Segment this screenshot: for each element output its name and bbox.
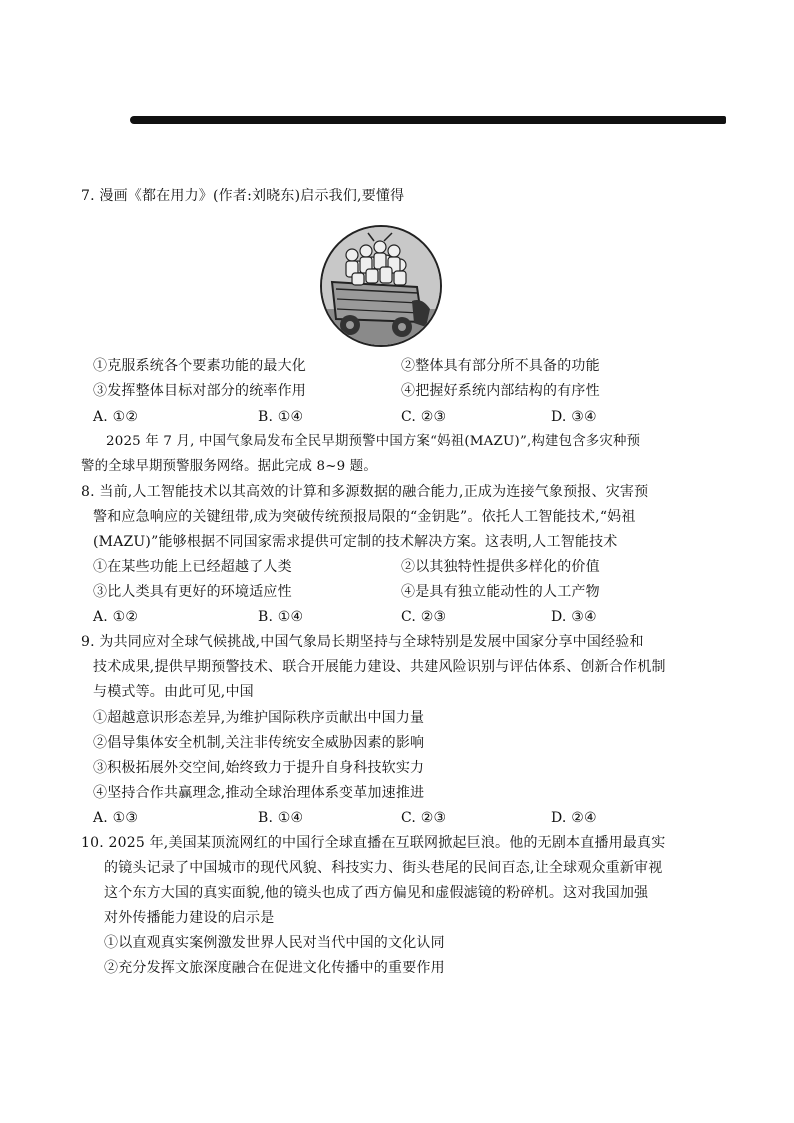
q7-option-2: ②整体具有部分所不具备的功能 bbox=[401, 358, 600, 374]
q7-choice-b: B. ①④ bbox=[258, 409, 304, 425]
q10-option-2: ②充分发挥文旅深度融合在促进文化传播中的重要作用 bbox=[104, 960, 445, 976]
q9-stem-line-3: 与模式等。由此可见,中国 bbox=[93, 684, 254, 700]
q9-option-1: ①超越意识形态差异,为维护国际秩序贡献出中国力量 bbox=[93, 710, 425, 726]
header-rule bbox=[130, 116, 726, 124]
material-line-1: 2025 年 7 月, 中国气象局发布全民早期预警中国方案“妈祖(MAZU)”,构建包含多灾种预 bbox=[106, 434, 641, 449]
q10-stem-line-4: 对外传播能力建设的启示是 bbox=[104, 910, 275, 926]
q8-option-4: ④是具有独立能动性的人工产物 bbox=[401, 584, 600, 600]
q9-option-2: ②倡导集体安全机制,关注非传统安全威胁因素的影响 bbox=[93, 735, 425, 751]
material-line-2: 警的全球早期预警服务网络。据此完成 8~9 题。 bbox=[81, 459, 377, 474]
q9-choice-a: A. ①③ bbox=[93, 810, 139, 826]
q9-option-4: ④坚持合作共赢理念,推动全球治理体系变革加速推进 bbox=[93, 785, 425, 801]
q7-choice-c: C. ②③ bbox=[401, 409, 447, 425]
q8-stem-line-1: 8. 当前,人工智能技术以其高效的计算和多源数据的融合能力,正成为连接气象预报、灾害预 bbox=[81, 484, 649, 500]
q9-choice-c: C. ②③ bbox=[401, 810, 447, 826]
q9-stem-line-1: 9. 为共同应对全球气候挑战,中国气象局长期坚持与全球特别是发展中国家分享中国经验和 bbox=[81, 634, 644, 650]
q8-stem-line-2: 警和应急响应的关键纽带,成为突破传统预报局限的“金钥匙”。依托人工智能技术,“妈祖 bbox=[93, 509, 636, 525]
q7-option-4: ④把握好系统内部结构的有序性 bbox=[401, 383, 600, 399]
q9-stem-line-2: 技术成果,提供早期预警技术、联合开展能力建设、共建风险识别与评估体系、创新合作机制 bbox=[93, 659, 666, 675]
q7-option-1: ①克服系统各个要素功能的最大化 bbox=[93, 358, 306, 374]
q8-option-2: ②以其独特性提供多样化的价值 bbox=[401, 559, 600, 575]
cartoon-drawing bbox=[322, 227, 440, 345]
q10-stem-line-2: 的镜头记录了中国城市的现代风貌、科技实力、街头巷尾的民间百态,让全球观众重新审视 bbox=[104, 860, 663, 876]
q9-option-3: ③积极拓展外交空间,始终致力于提升自身科技软实力 bbox=[93, 760, 425, 776]
q8-choice-d: D. ③④ bbox=[551, 609, 597, 625]
q9-choice-b: B. ①④ bbox=[258, 810, 304, 826]
q9-choice-d: D. ②④ bbox=[551, 810, 597, 826]
q7-stem: 7. 漫画《都在用力》(作者:刘晓东)启示我们,要懂得 bbox=[81, 188, 405, 204]
q10-stem-line-1: 10. 2025 年,美国某顶流网红的中国行全球直播在互联网掀起巨浪。他的无剧本直播用最真实 bbox=[81, 835, 666, 851]
q8-choice-a: A. ①② bbox=[93, 609, 139, 625]
q7-choice-a: A. ①② bbox=[93, 409, 139, 425]
q8-option-3: ③比人类具有更好的环境适应性 bbox=[93, 584, 292, 600]
q8-stem-line-3: (MAZU)”能够根据不同国家需求提供可定制的技术解决方案。这表明,人工智能技术 bbox=[93, 534, 618, 550]
q8-choice-b: B. ①④ bbox=[258, 609, 304, 625]
q10-stem-line-3: 这个东方大国的真实面貌,他的镜头也成了西方偏见和虚假滤镜的粉碎机。这对我国加强 bbox=[104, 885, 649, 901]
q8-choice-c: C. ②③ bbox=[401, 609, 447, 625]
q7-option-3: ③发挥整体目标对部分的统率作用 bbox=[93, 383, 306, 399]
cartoon-image bbox=[320, 225, 442, 347]
q8-option-1: ①在某些功能上已经超越了人类 bbox=[93, 559, 292, 575]
q7-choice-d: D. ③④ bbox=[551, 409, 597, 425]
q10-option-1: ①以直观真实案例激发世界人民对当代中国的文化认同 bbox=[104, 935, 445, 951]
